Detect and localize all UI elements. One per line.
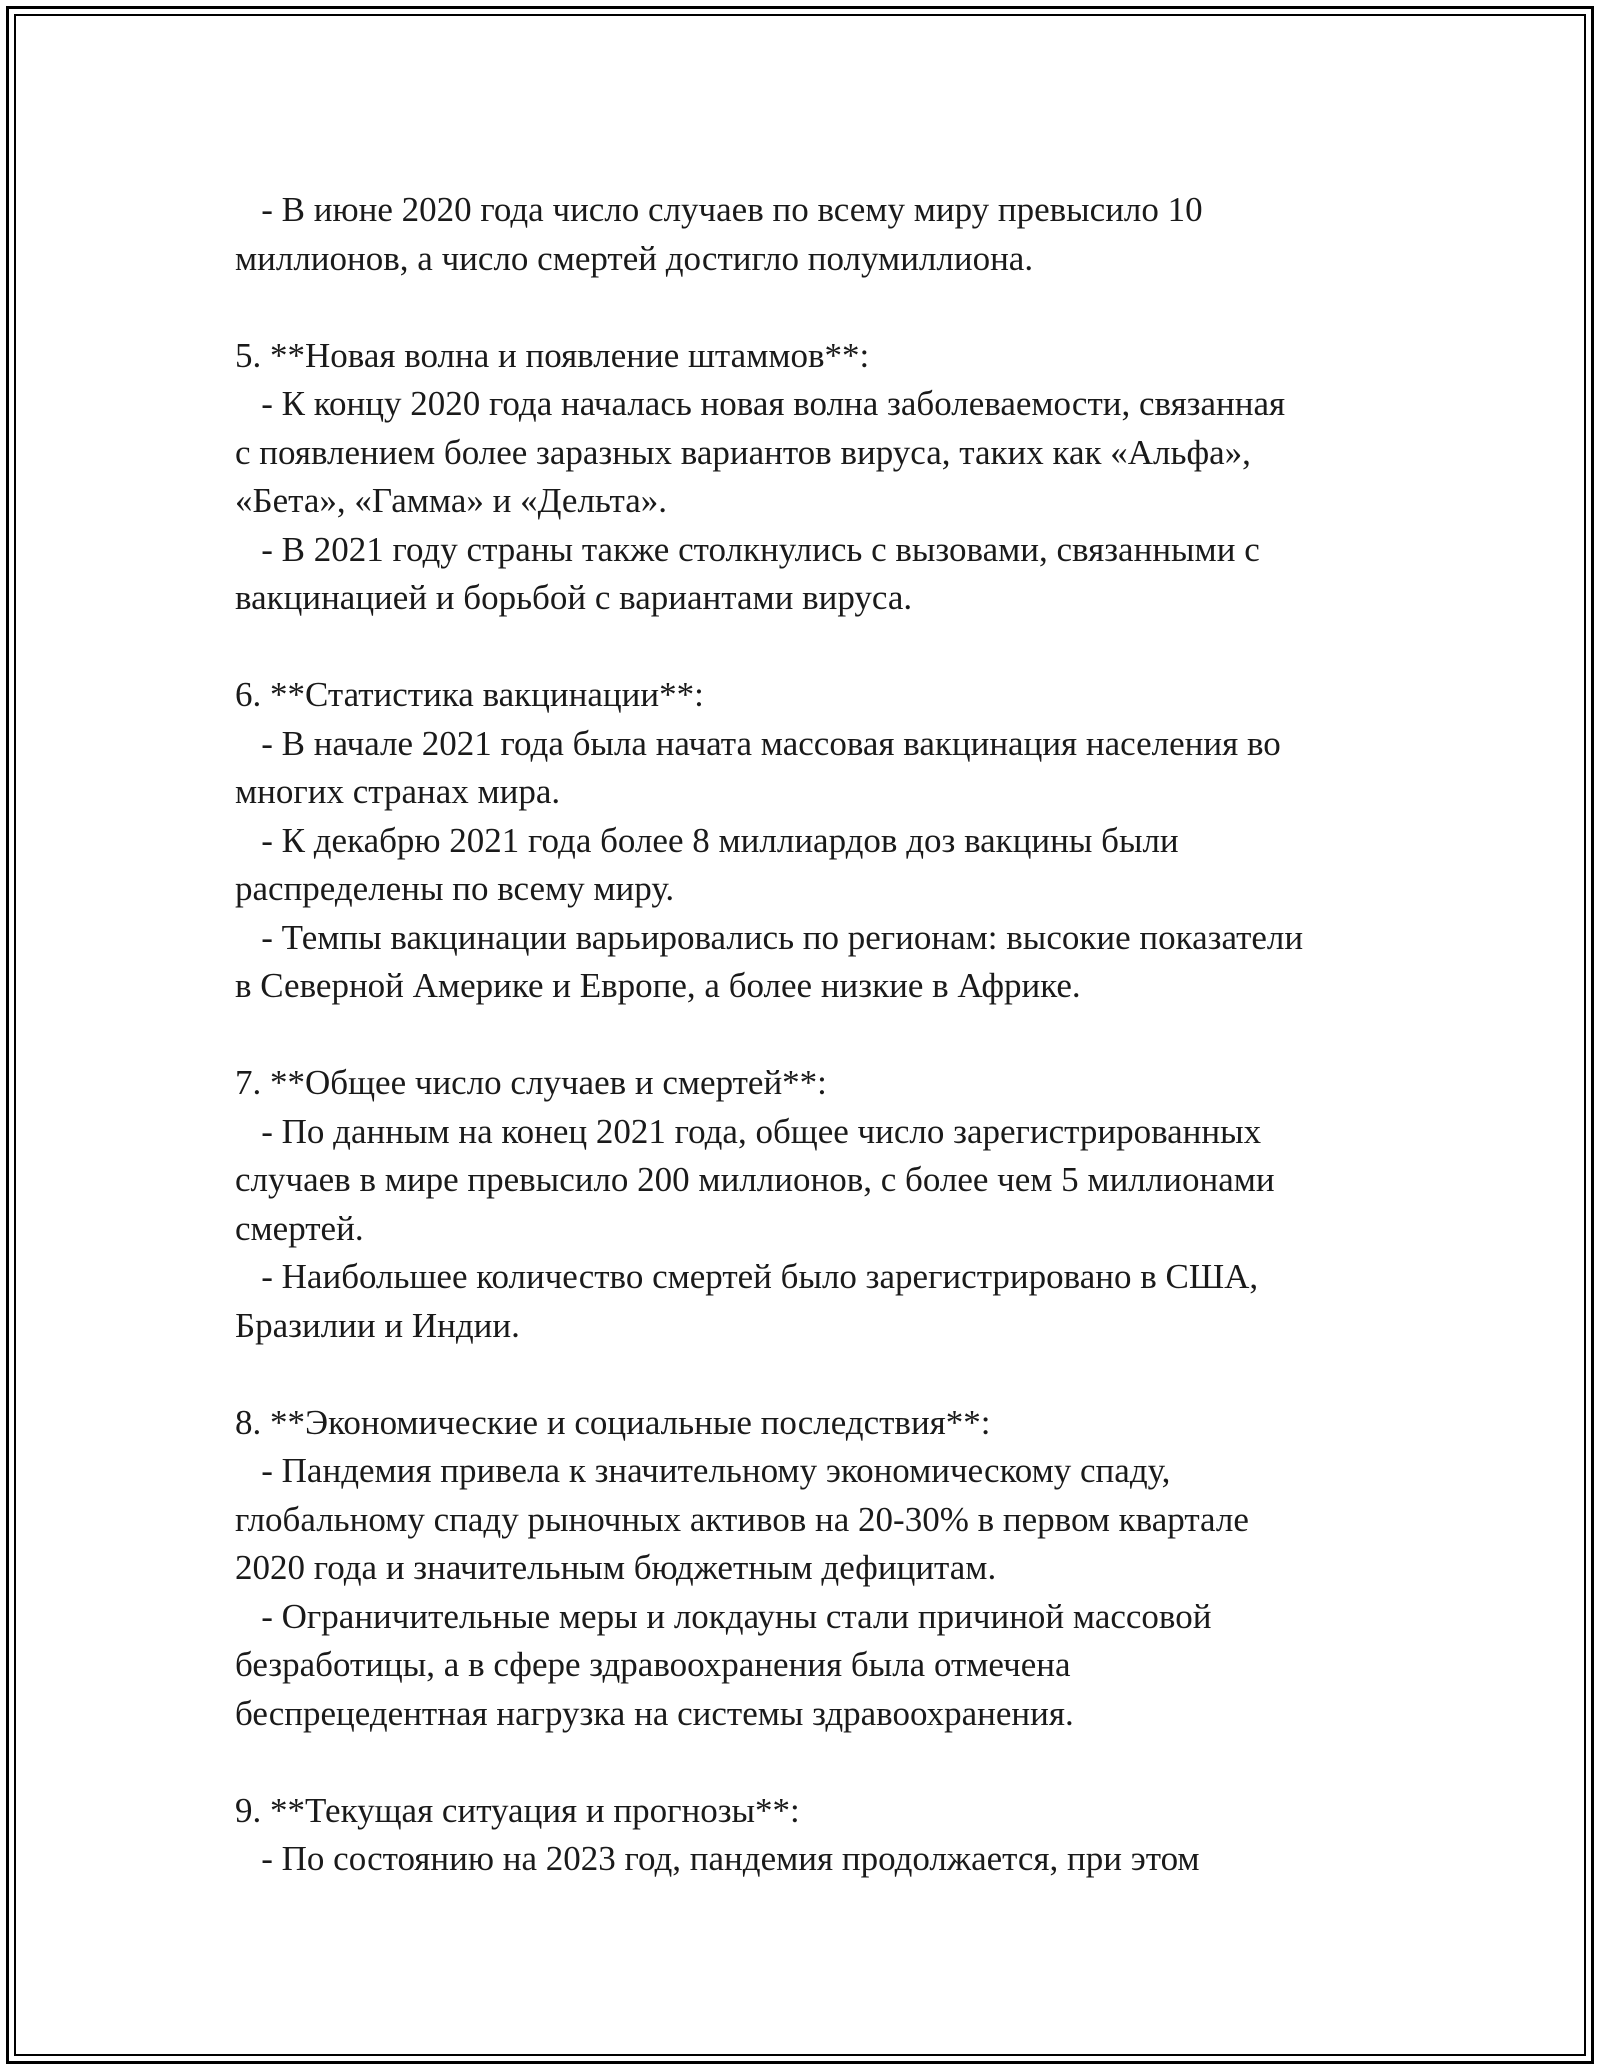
text-line: распределены по всему миру. (235, 869, 675, 908)
text-line: - В начале 2021 года была начата массовая вакцинация населения во (235, 723, 1281, 763)
text-line: - Наибольшее количество смертей было зарегистрировано в США, (235, 1257, 1259, 1296)
text-line: «Бета», «Гамма» и «Дельта». (235, 481, 668, 520)
text-line: миллионов, а число смертей достигло полумиллиона. (235, 238, 1034, 278)
text-line: - Темпы вакцинации варьировались по регионам: высокие показатели (235, 917, 1304, 957)
text-line: - К концу 2020 года началась новая волна заболеваемости, связанная (235, 384, 1286, 423)
text-line: с появлением более заразных вариантов вируса, таких как «Альфа», (235, 432, 1251, 472)
text-line: - В июне 2020 года число случаев по всему миру превысило 10 (235, 190, 1203, 229)
text-line: - В 2021 году страны также столкнулись с вызовами, связанными с (235, 529, 1260, 569)
document-body (235, 186, 1435, 1884)
blank-line (235, 1350, 1435, 1399)
text-line: беспрецедентная нагрузка на системы здравоохранения. (235, 1693, 1074, 1733)
section-heading-9: 9. **Текущая ситуация и прогнозы**: (235, 1790, 800, 1830)
text-line: - По данным на конец 2021 года, общее число зарегистрированных (235, 1111, 1262, 1151)
text-line: - Пандемия привела к значительному экономическому спаду, (235, 1451, 1171, 1490)
text-line: глобальному спаду рыночных активов на 20-30% в первом квартале (235, 1499, 1249, 1539)
section-heading-6: 6. **Статистика вакцинации**: (235, 675, 704, 714)
section-heading-7: 7. **Общее число случаев и смертей**: (235, 1063, 827, 1102)
text-line: Бразилии и Индии. (235, 1305, 520, 1345)
blank-line (235, 623, 1435, 672)
blank-line (235, 1738, 1435, 1787)
section-heading-8: 8. **Экономические и социальные последствия**: (235, 1402, 991, 1442)
text-line: смертей. (235, 1208, 364, 1248)
blank-line (235, 283, 1435, 332)
text-line: случаев в мире превысило 200 миллионов, с более чем 5 миллионами (235, 1160, 1275, 1199)
text-line: вакцинацией и борьбой с вариантами вируса. (235, 578, 913, 617)
text-line: безработицы, а в сфере здравоохранения была отмечена (235, 1645, 1071, 1684)
blank-line (235, 1011, 1435, 1060)
text-line: многих странах мира. (235, 772, 561, 811)
section-heading-5: 5. **Новая волна и появление штаммов**: (235, 335, 870, 375)
text-line: 2020 года и значительным бюджетным дефицитам. (235, 1548, 997, 1587)
text-line: - Ограничительные меры и локдауны стали причиной массовой (235, 1596, 1212, 1636)
text-line: - По состоянию на 2023 год, пандемия продолжается, при этом (235, 1839, 1200, 1878)
text-line: - К декабрю 2021 года более 8 миллиардов доз вакцины были (235, 820, 1179, 860)
text-line: в Северной Америке и Европе, а более низкие в Африке. (235, 966, 1081, 1005)
